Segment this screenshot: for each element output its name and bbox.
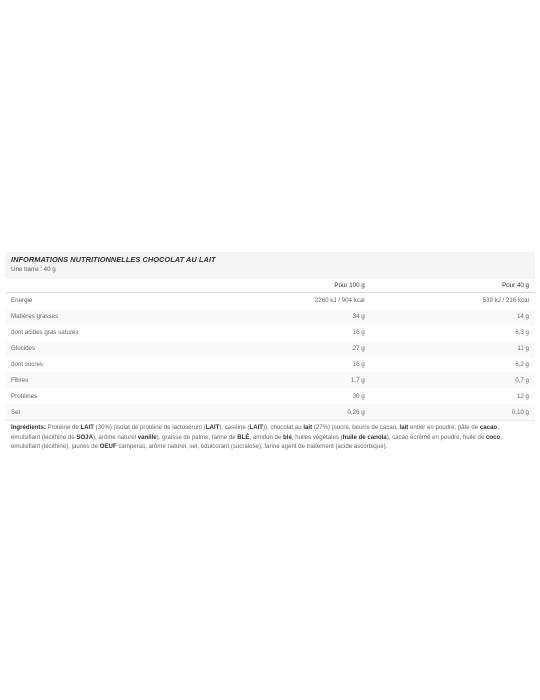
value-per-40g: 6,3 g: [515, 329, 529, 337]
value-per-40g: 0,7 g: [371, 372, 535, 388]
ingredient-text: , huiles végétales (: [291, 433, 343, 441]
allergen-text: LAIT: [80, 424, 94, 432]
value-per-40g: 11 g: [371, 341, 535, 357]
allergen-text: cacao: [479, 424, 498, 432]
value-per-100g: 27 g: [206, 341, 370, 357]
value-per-40g: 14 g: [371, 309, 535, 325]
nutrient-label: Matières grasses: [5, 309, 206, 325]
value-per-40g: 539 kJ / 216 kcal: [482, 297, 529, 305]
ingredient-text: , émulsifiant (lécithine), jaunes de: [11, 433, 502, 451]
ingredient-text: , émulsifiant (lécithine de: [11, 424, 499, 441]
value-per-40g: 6,2 g: [515, 361, 529, 368]
allergen-text: lait: [303, 424, 313, 432]
allergen-text: blé: [283, 433, 292, 441]
nutrient-label: Glucides: [5, 341, 206, 357]
nutrient-label: dont sucres: [11, 361, 43, 368]
table-row: [5, 357, 535, 373]
nutrition-title: INFORMATIONS NUTRITIONNELLES CHOCOLAT AU LAIT: [11, 255, 216, 264]
value-per-100g: 16 g: [352, 361, 365, 368]
allergen-text: SOJA: [76, 433, 93, 441]
nutrient-label: Energie: [11, 297, 33, 305]
value-per-100g: 0,26 g: [206, 404, 370, 420]
allergen-text: OEUF: [99, 443, 117, 451]
nutrition-header: [5, 252, 535, 279]
value-per-100g: 34 g: [206, 309, 370, 325]
table-header-row: [5, 279, 535, 293]
ingredients-label: Ingrédients:: [11, 424, 46, 432]
table-row: [5, 388, 535, 404]
value-per-100g: 30 g: [352, 392, 365, 400]
value-per-100g: 16 g: [352, 329, 365, 337]
ingredient-text: Protéine de: [45, 424, 81, 432]
nutrient-label: Fibres: [5, 372, 206, 388]
table-row: [5, 372, 535, 388]
column-header-label: [5, 279, 206, 293]
ingredient-text: ), graisse de palme, farine de: [156, 433, 238, 441]
allergen-text: vanille: [137, 433, 157, 441]
ingredient-text: , amidon de: [249, 433, 284, 441]
value-per-100g: 1,7 g: [206, 372, 370, 388]
table-row: [5, 325, 535, 341]
table-row: [5, 341, 535, 357]
ingredient-text: ), cacao écrémé en poudre, huile de: [386, 433, 486, 441]
ingredient-text: ), caséine (: [219, 424, 250, 432]
value-per-40g: 12 g: [516, 392, 529, 400]
allergen-text: BLÉ: [237, 433, 250, 441]
allergen-text: LAIT: [205, 424, 220, 432]
table-row: [5, 404, 535, 420]
table-row: [5, 309, 535, 325]
ingredient-text: camperas, arôme naturel, sel, édulcorant (sucralose), farine agent de traitement (acide ascorbique).: [116, 443, 388, 451]
nutrient-label: Sel: [5, 404, 206, 420]
column-header-per100: Pour 100 g: [206, 279, 370, 293]
allergen-text: LAIT: [249, 424, 264, 432]
ingredient-text: (27%) (sucre, beurre de cacao,: [312, 424, 400, 432]
value-per-40g: 0,10 g: [371, 404, 535, 420]
ingredient-text: entier en poudre, pâte de: [408, 424, 480, 432]
ingredient-text: (30%) (isolat de protéine de lactosérum (: [93, 424, 206, 432]
ingredient-text: )), chocolat au: [263, 424, 304, 432]
value-per-100g: 2260 kJ / 904 kcal: [314, 297, 365, 305]
column-header-per40: Pour 40 g: [371, 279, 535, 293]
nutrient-label: dont acides gras saturés: [11, 329, 79, 337]
nutrition-table: [5, 279, 535, 420]
allergen-text: huile de canola: [342, 433, 387, 441]
ingredients-text: [5, 420, 535, 452]
allergen-text: lait: [399, 424, 409, 432]
nutrition-panel: [5, 252, 535, 452]
table-row: [5, 293, 535, 309]
ingredient-text: ), arôme naturel: [92, 433, 138, 441]
serving-size: Une barre : 40 g: [11, 266, 56, 273]
allergen-text: coco: [485, 433, 501, 441]
ingredients-body: [11, 424, 502, 450]
nutrient-label: Protéines: [11, 392, 38, 400]
